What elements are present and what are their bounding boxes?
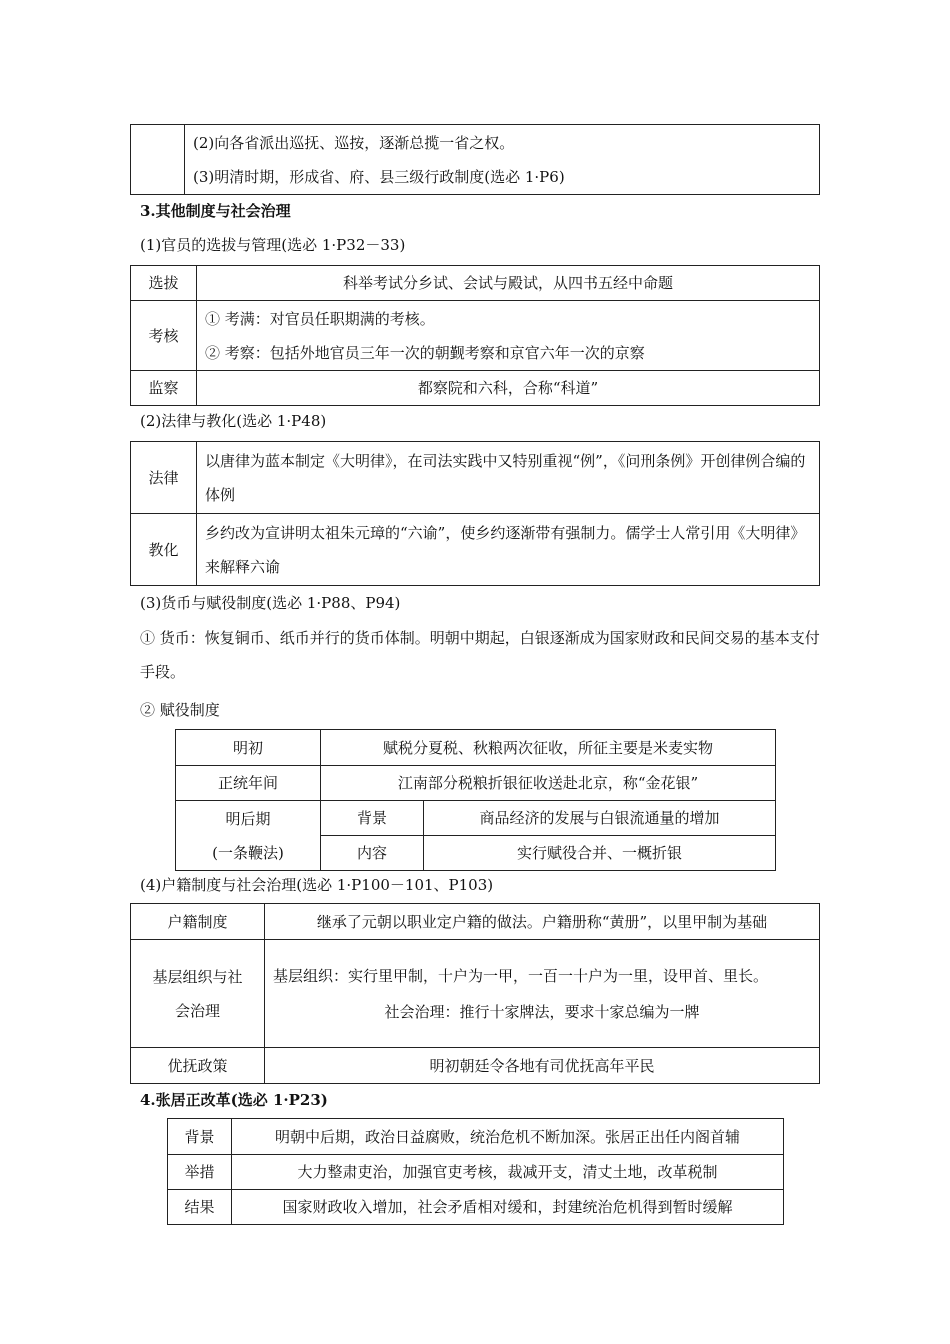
selection-label: 选拔 <box>131 266 197 301</box>
assessment-label: 考核 <box>131 301 197 371</box>
grassroots-value <box>265 940 820 1048</box>
zhengtong-label: 正统年间 <box>176 766 321 801</box>
reform-measures-label: 举措 <box>168 1155 232 1190</box>
grassroots-line2: 社会治理：推行十家牌法，要求十家总编为一牌 <box>384 1002 700 1021</box>
household-label: 户籍制度 <box>131 904 265 940</box>
reform-result-value: 国家财政收入增加，社会矛盾相对缓和，封建统治危机得到暂时缓解 <box>232 1190 784 1225</box>
early-ming-value: 赋税分夏税、秋粮两次征收，所征主要是米麦实物 <box>321 730 776 766</box>
law-value <box>197 442 820 514</box>
sub3-title: (3)货币与赋役制度(选必 1·P88、P94) <box>140 594 401 612</box>
sub1-title: (1)官员的选拔与管理(选必 1·P32－33) <box>140 236 406 254</box>
tax-system-table <box>175 729 776 871</box>
education-label: 教化 <box>131 514 197 586</box>
reform-table <box>167 1118 784 1225</box>
section4-title: 4.张居正改革(选必 1·P23) <box>140 1091 328 1109</box>
empty-label-cell <box>131 125 185 195</box>
reform-measures-value: 大力整肃吏治，加强官吏考核，裁减开支，清丈土地，改革税制 <box>232 1155 784 1190</box>
late-ming-label-line1: 明后期 <box>225 809 271 828</box>
supervision-label: 监察 <box>131 371 197 406</box>
admin-system-table <box>130 124 820 195</box>
grassroots-label-line2: 会治理 <box>174 1001 220 1020</box>
grassroots-label-line1: 基层组织与社 <box>152 967 243 986</box>
supervision-value: 都察院和六科，合称“科道” <box>197 371 820 406</box>
reform-result-label: 结果 <box>168 1190 232 1225</box>
background-value: 商品经济的发展与白银流通量的增加 <box>424 801 776 836</box>
admin-lines-cell <box>185 125 820 195</box>
grassroots-label <box>131 940 265 1048</box>
early-ming-label: 明初 <box>176 730 321 766</box>
section3-title: 3.其他制度与社会治理 <box>140 202 291 220</box>
reform-background-label: 背景 <box>168 1119 232 1155</box>
law-label: 法律 <box>131 442 197 514</box>
grassroots-line1: 基层组织：实行里甲制，十户为一甲，一百一十户为一里，设甲首、里长。 <box>273 966 769 985</box>
law-education-table <box>130 441 820 586</box>
content-value: 实行赋役合并、一概折银 <box>424 836 776 871</box>
household-value: 继承了元朝以职业定户籍的做法。户籍册称“黄册”，以里甲制为基础 <box>265 904 820 940</box>
late-ming-label <box>176 801 321 871</box>
education-value <box>197 514 820 586</box>
zhengtong-value: 江南部分税粮折银征收送赴北京，称“金花银” <box>321 766 776 801</box>
education-text: 乡约改为宣讲明太祖朱元璋的“六谕”，使乡约逐渐带有强制力。儒学士人常引用《大明律》来解释六谕 <box>205 523 806 576</box>
assessment-line-1: ① 考满：对官员任职期满的考核。 <box>205 309 435 328</box>
late-ming-label-line2: (一条鞭法) <box>212 843 284 862</box>
law-text: 以唐律为蓝本制定《大明律》，在司法实践中又特别重视“例”，《问刑条例》开创律例合编的体例 <box>205 451 806 504</box>
assessment-line-2: ② 考察：包括外地官员三年一次的朝觐考察和京官六年一次的京察 <box>205 343 645 362</box>
sub4-title: (4)户籍制度与社会治理(选必 1·P100－101、P103) <box>140 876 494 894</box>
content-label: 内容 <box>321 836 424 871</box>
household-table <box>130 903 820 1084</box>
tax-subtitle: ② 赋役制度 <box>140 701 220 719</box>
background-label: 背景 <box>321 801 424 836</box>
currency-paragraph: ① 货币：恢复铜币、纸币并行的货币体制。明朝中期起，白银逐渐成为国家财政和民间交易的基本支付手段。 <box>140 629 820 681</box>
official-management-table <box>130 265 820 406</box>
selection-value: 科举考试分乡试、会试与殿试，从四书五经中命题 <box>197 266 820 301</box>
admin-line-3: (3)明清时期，形成省、府、县三级行政制度(选必 1·P6) <box>193 167 565 186</box>
reform-background-value: 明朝中后期，政治日益腐败，统治危机不断加深。张居正出任内阁首辅 <box>232 1119 784 1155</box>
relief-label: 优抚政策 <box>131 1048 265 1084</box>
sub2-title: (2)法律与教化(选必 1·P48) <box>140 412 327 430</box>
relief-value: 明初朝廷令各地有司优抚高年平民 <box>265 1048 820 1084</box>
assessment-value <box>197 301 820 371</box>
admin-line-2: (2)向各省派出巡抚、巡按，逐渐总揽一省之权。 <box>193 133 515 152</box>
